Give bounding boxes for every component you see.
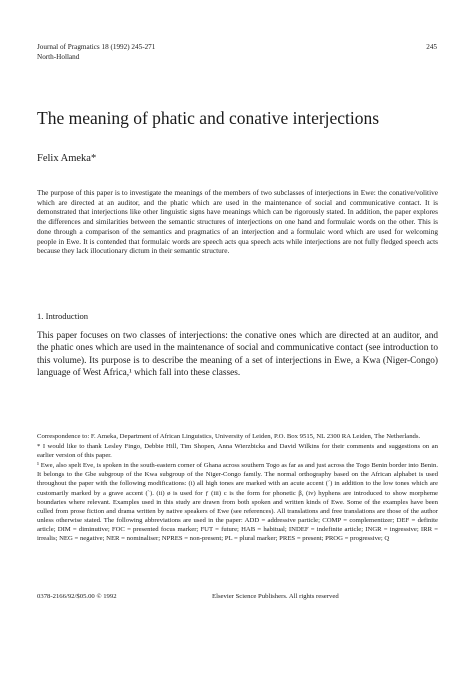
footnotes — [37, 432, 438, 544]
section-heading: 1. Introduction — [37, 311, 89, 321]
running-header — [37, 42, 437, 62]
author-name: Felix Ameka* — [37, 153, 97, 164]
article-title: The meaning of phatic and conative interjections — [37, 108, 380, 128]
publisher-rights: Elsevier Science Publishers. All rights reserved — [212, 593, 339, 600]
correspondence-note: Correspondence to: F. Ameka, Department of African Linguistics, University of Leiden, P.O. Box 9515, NL 2300 RA Leiden, The Netherlands. — [37, 433, 421, 440]
abstract: The purpose of this paper is to investigate the meanings of the members of two subclasses of interjections in Ewe: the conative/volitive which are directed at an auditor, and the phatic which are used in the maintenance of social and communicative contact. It is demonstrated that interjections like other linguistic signs have meanings which can be rigorously stated. In addition, the paper explores the differences and similarities between the semantic structures of interjections on one hand and formulaic words on the other. This is done through a comparison of the semantics and pragmatics of an interjection and a formulaic word which are used for welcoming people in Ewe. It is contended that formulaic words are speech acts qua speech acts while interjections are not fully fledged speech acts because they lack illocutionary dictum in their semantic structure. — [37, 188, 438, 256]
journal-citation: Journal of Pragmatics 18 (1992) 245-271 — [37, 43, 156, 51]
footnote-1: ¹ Ewe, also spelt Eve, is spoken in the south-eastern corner of Ghana across southern Togo as far as and just across the Togo Benin border into Benin. It belongs to the Gbe subgroup of the Kwa subgroup of the Niger-Congo family. The normal orthography based on the African alphabet is used throughout the paper with the following modifications: (i) all high tones are marked with an acute accent (´) in addition to the low tones which are customarily marked by a grave accent (`). (ii) ø is used for ƒ (iii) c is the form for phonetic β, (iv) hyphens are introduced to show morpheme boundaries where relevant. Examples used in this study are drawn from both spoken and written kinds of Ewe. Some of the examples have been culled from prose fiction and drama written by native speakers of Ewe (see references). All translations and free translations are those of the author unless otherwise stated. The following abbreviations are used in the paper: ADD = addressive particle; COMP = complementizer; DEF = definite article; DIM = diminutive; FOC = presented focus marker; FUT = future; HAB = habitual; INDEF = indefinite article; INGR = ingressive; IRR = irrealis; NEG = negative; NER = nominaliser; NPRES = non-present; PL = plural marker; PRES = present; PROG = progressive; Q — [37, 462, 438, 543]
page-number: 245 — [426, 43, 437, 51]
copyright-line: 0378-2166/92/$05.00 © 1992 — [37, 593, 117, 600]
introduction-paragraph: This paper focuses on two classes of interjections: the conative ones which are directed at an auditor, and the phatic ones which are used in the maintenance of social and communicative contact (see introduction to this volume). Its purpose is to describe the meaning of a set of interjections in Ewe, a Kwa (Niger-Congo) language of West Africa,¹ which fall into these classes. — [37, 331, 438, 378]
publisher-line: North-Holland — [37, 53, 80, 61]
acknowledgment-footnote: * I would like to thank Lesley Fingo, Debbie Hill, Tim Shopen, Anna Wierzbicka and David Wilkins for their comments and suggestions on an earlier version of this paper. — [37, 443, 438, 460]
page-footer — [37, 593, 438, 600]
